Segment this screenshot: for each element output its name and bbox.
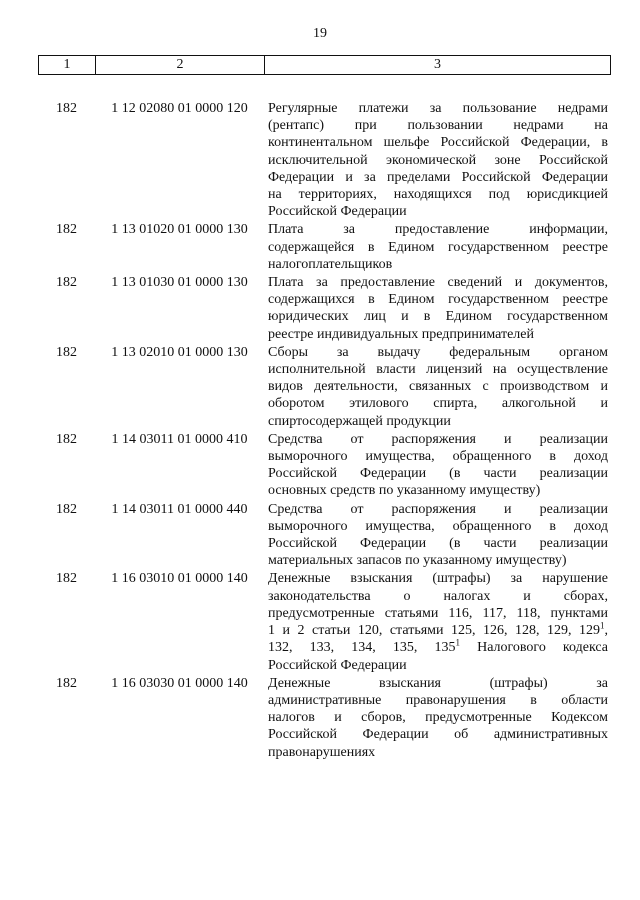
income-description: [268, 344, 608, 430]
description-line: Федерации и за пределами Российской Федерации: [268, 169, 608, 185]
budget-code: 1 12 02080 01 0000 120: [111, 101, 248, 116]
description-line: правонарушениях: [268, 744, 376, 760]
column-header-2: 2: [96, 56, 265, 75]
column-header-1: 1: [39, 56, 96, 75]
table-row: [38, 570, 610, 673]
description-line: исполнительной власти лицензий на осуществление: [268, 362, 608, 378]
description-line: Денежные взыскания (штрафы) за нарушение: [268, 571, 608, 587]
table-row: [38, 501, 610, 570]
column-header-table: [38, 55, 611, 75]
description-line: видов деятельности, связанных с производством и: [268, 379, 608, 395]
description-line: законодательства о налогах и сборах,: [268, 588, 608, 604]
table-row: [38, 675, 610, 761]
description-line: налогоплательщиков: [268, 256, 393, 272]
description-line: Сборы за выдачу федеральным органом: [268, 344, 608, 360]
description-line: реестре индивидуальных предпринимателей: [268, 326, 534, 342]
admin-code: 182: [56, 501, 77, 517]
description-line: Российской Федерации: [268, 204, 407, 220]
description-line: предусмотренные статьями 116, 117, 118, пунктами: [268, 605, 608, 621]
description-line: основных средств по указанному имуществу): [268, 483, 541, 499]
article-numbers: 132, 133, 134, 135, 135: [268, 640, 456, 656]
admin-code: 182: [56, 571, 77, 587]
admin-code: 182: [56, 275, 77, 291]
description-line: юридических лиц и в Едином государственном: [268, 309, 608, 325]
description-line: спиртосодержащей продукции: [268, 413, 451, 429]
table-row: [38, 431, 610, 500]
description-line: Плата за предоставление сведений и документов,: [268, 275, 608, 291]
description-line: Средства от распоряжения и реализации: [268, 501, 608, 517]
description-line: административные правонарушения в области: [268, 692, 608, 708]
description-line: Плата за предоставление информации,: [268, 222, 608, 238]
description-line: оборотом этилового спирта, алкогольной и: [268, 396, 608, 412]
description-line: исключительной экономической зоне Российской: [268, 152, 608, 168]
description-line: выморочного имущества, обращенного в доход: [268, 449, 608, 465]
description-line: содержащейся в Едином государственном реестре: [268, 239, 608, 255]
budget-code: 1 14 03011 01 0000 410: [111, 431, 248, 447]
income-description: [268, 501, 608, 570]
table-row: [38, 344, 610, 430]
description-line: налогов и сборов, предусмотренные Кодексом: [268, 710, 608, 726]
tax-code-name: Налогового кодекса: [459, 640, 609, 656]
income-description: [268, 570, 608, 673]
description-line: выморочного имущества, обращенного в доход: [268, 518, 608, 534]
admin-code: 182: [56, 101, 77, 116]
superscript-mark: 1: [600, 620, 605, 631]
description-line: Российской Федерации: [268, 657, 407, 673]
description-line: Денежные взыскания (штрафы) за: [268, 675, 608, 691]
income-description: [268, 675, 608, 761]
description-line-text: 1 и 2 статьи 120, статьями 125, 126, 128, 129, 129: [268, 623, 600, 639]
admin-code: 182: [56, 431, 77, 447]
income-description: [268, 431, 608, 500]
budget-code: 1 13 01020 01 0000 130: [111, 222, 248, 238]
admin-code: 182: [56, 344, 77, 360]
classification-rows: [38, 100, 610, 762]
description-line: [268, 639, 608, 656]
budget-code: 1 16 03010 01 0000 140: [111, 571, 248, 587]
table-row: [38, 274, 610, 343]
description-line: Российской Федерации об административных: [268, 727, 608, 743]
description-line: материальных запасов по указанному имуществу): [268, 553, 567, 569]
admin-code: 182: [56, 222, 77, 238]
description-line: Регулярные платежи за пользование недрами: [268, 101, 608, 116]
description-line: Российской Федерации (в части реализации: [268, 536, 608, 552]
description-line: континентальном шельфе Российской Федерации, в: [268, 135, 608, 151]
superscript-mark: 1: [455, 637, 460, 648]
page-number: 19: [313, 26, 327, 41]
table-row: [38, 100, 610, 220]
budget-code: 1 13 01030 01 0000 130: [111, 275, 248, 291]
budget-code: 1 14 03011 01 0000 440: [111, 501, 248, 517]
column-header-3: 3: [265, 56, 611, 75]
budget-code: 1 13 02010 01 0000 130: [111, 344, 248, 360]
description-line: на территориях, находящихся под юрисдикцией: [268, 187, 608, 203]
income-description: [268, 274, 608, 343]
admin-code: 182: [56, 675, 77, 691]
description-line: Российской Федерации (в части реализации: [268, 466, 608, 482]
budget-code: 1 16 03030 01 0000 140: [111, 675, 248, 691]
description-line: содержащихся в Едином государственном реестре: [268, 292, 608, 308]
income-description: [268, 221, 608, 273]
income-description: [268, 100, 608, 220]
description-line: Средства от распоряжения и реализации: [268, 431, 608, 447]
description-line: 1 и 2 статьи 120, статьями 125, 126, 128, 129, $129^1$,: [268, 620, 608, 639]
description-line: (рентапс) при пользовании недрами на: [268, 118, 608, 134]
table-row: [38, 221, 610, 273]
